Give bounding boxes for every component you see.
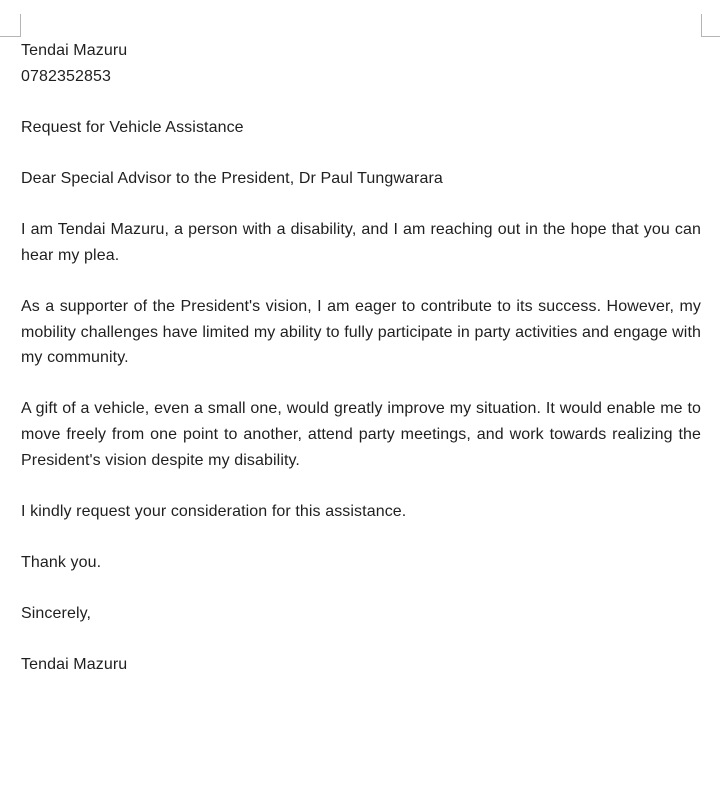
top-left-margin-marker <box>0 14 21 37</box>
sender-phone: 0782352853 <box>21 67 111 85</box>
signature-name: Tendai Mazuru <box>21 656 128 674</box>
blank-line <box>21 473 701 499</box>
blank-line <box>21 524 701 550</box>
sender-name: Tendai Mazuru <box>21 42 128 59</box>
letter-salutation: Dear Special Advisor to the President, Dr Paul Tungwarara <box>21 169 443 187</box>
letter-body[interactable] <box>21 38 701 678</box>
blank-line <box>21 268 701 294</box>
blank-line <box>21 627 701 653</box>
blank-line <box>21 192 701 218</box>
letter-closing: Sincerely, <box>21 605 92 623</box>
blank-line <box>21 575 701 601</box>
paragraph-support: As a supporter of the President's vision, I am eager to contribute to its success. However, my mobility challenges have limited my ability to fully participate in party activities and engage with my community. <box>21 297 701 367</box>
blank-line <box>21 371 701 397</box>
letter-subject: Request for Vehicle Assistance <box>21 118 244 136</box>
letter-thanks: Thank you. <box>21 553 102 571</box>
paragraph-request-detail: A gift of a vehicle, even a small one, would greatly improve my situation. It would enable me to move freely from one point to another, attend party meetings, and work towards realizing the President's vision despite my disability. <box>21 400 701 469</box>
top-right-margin-marker <box>701 14 720 37</box>
blank-line <box>21 140 701 166</box>
blank-line <box>21 89 701 115</box>
paragraph-request: I kindly request your consideration for this assistance. <box>21 502 407 520</box>
paragraph-intro: I am Tendai Mazuru, a person with a disability, and I am reaching out in the hope that you can hear my plea. <box>21 221 701 264</box>
